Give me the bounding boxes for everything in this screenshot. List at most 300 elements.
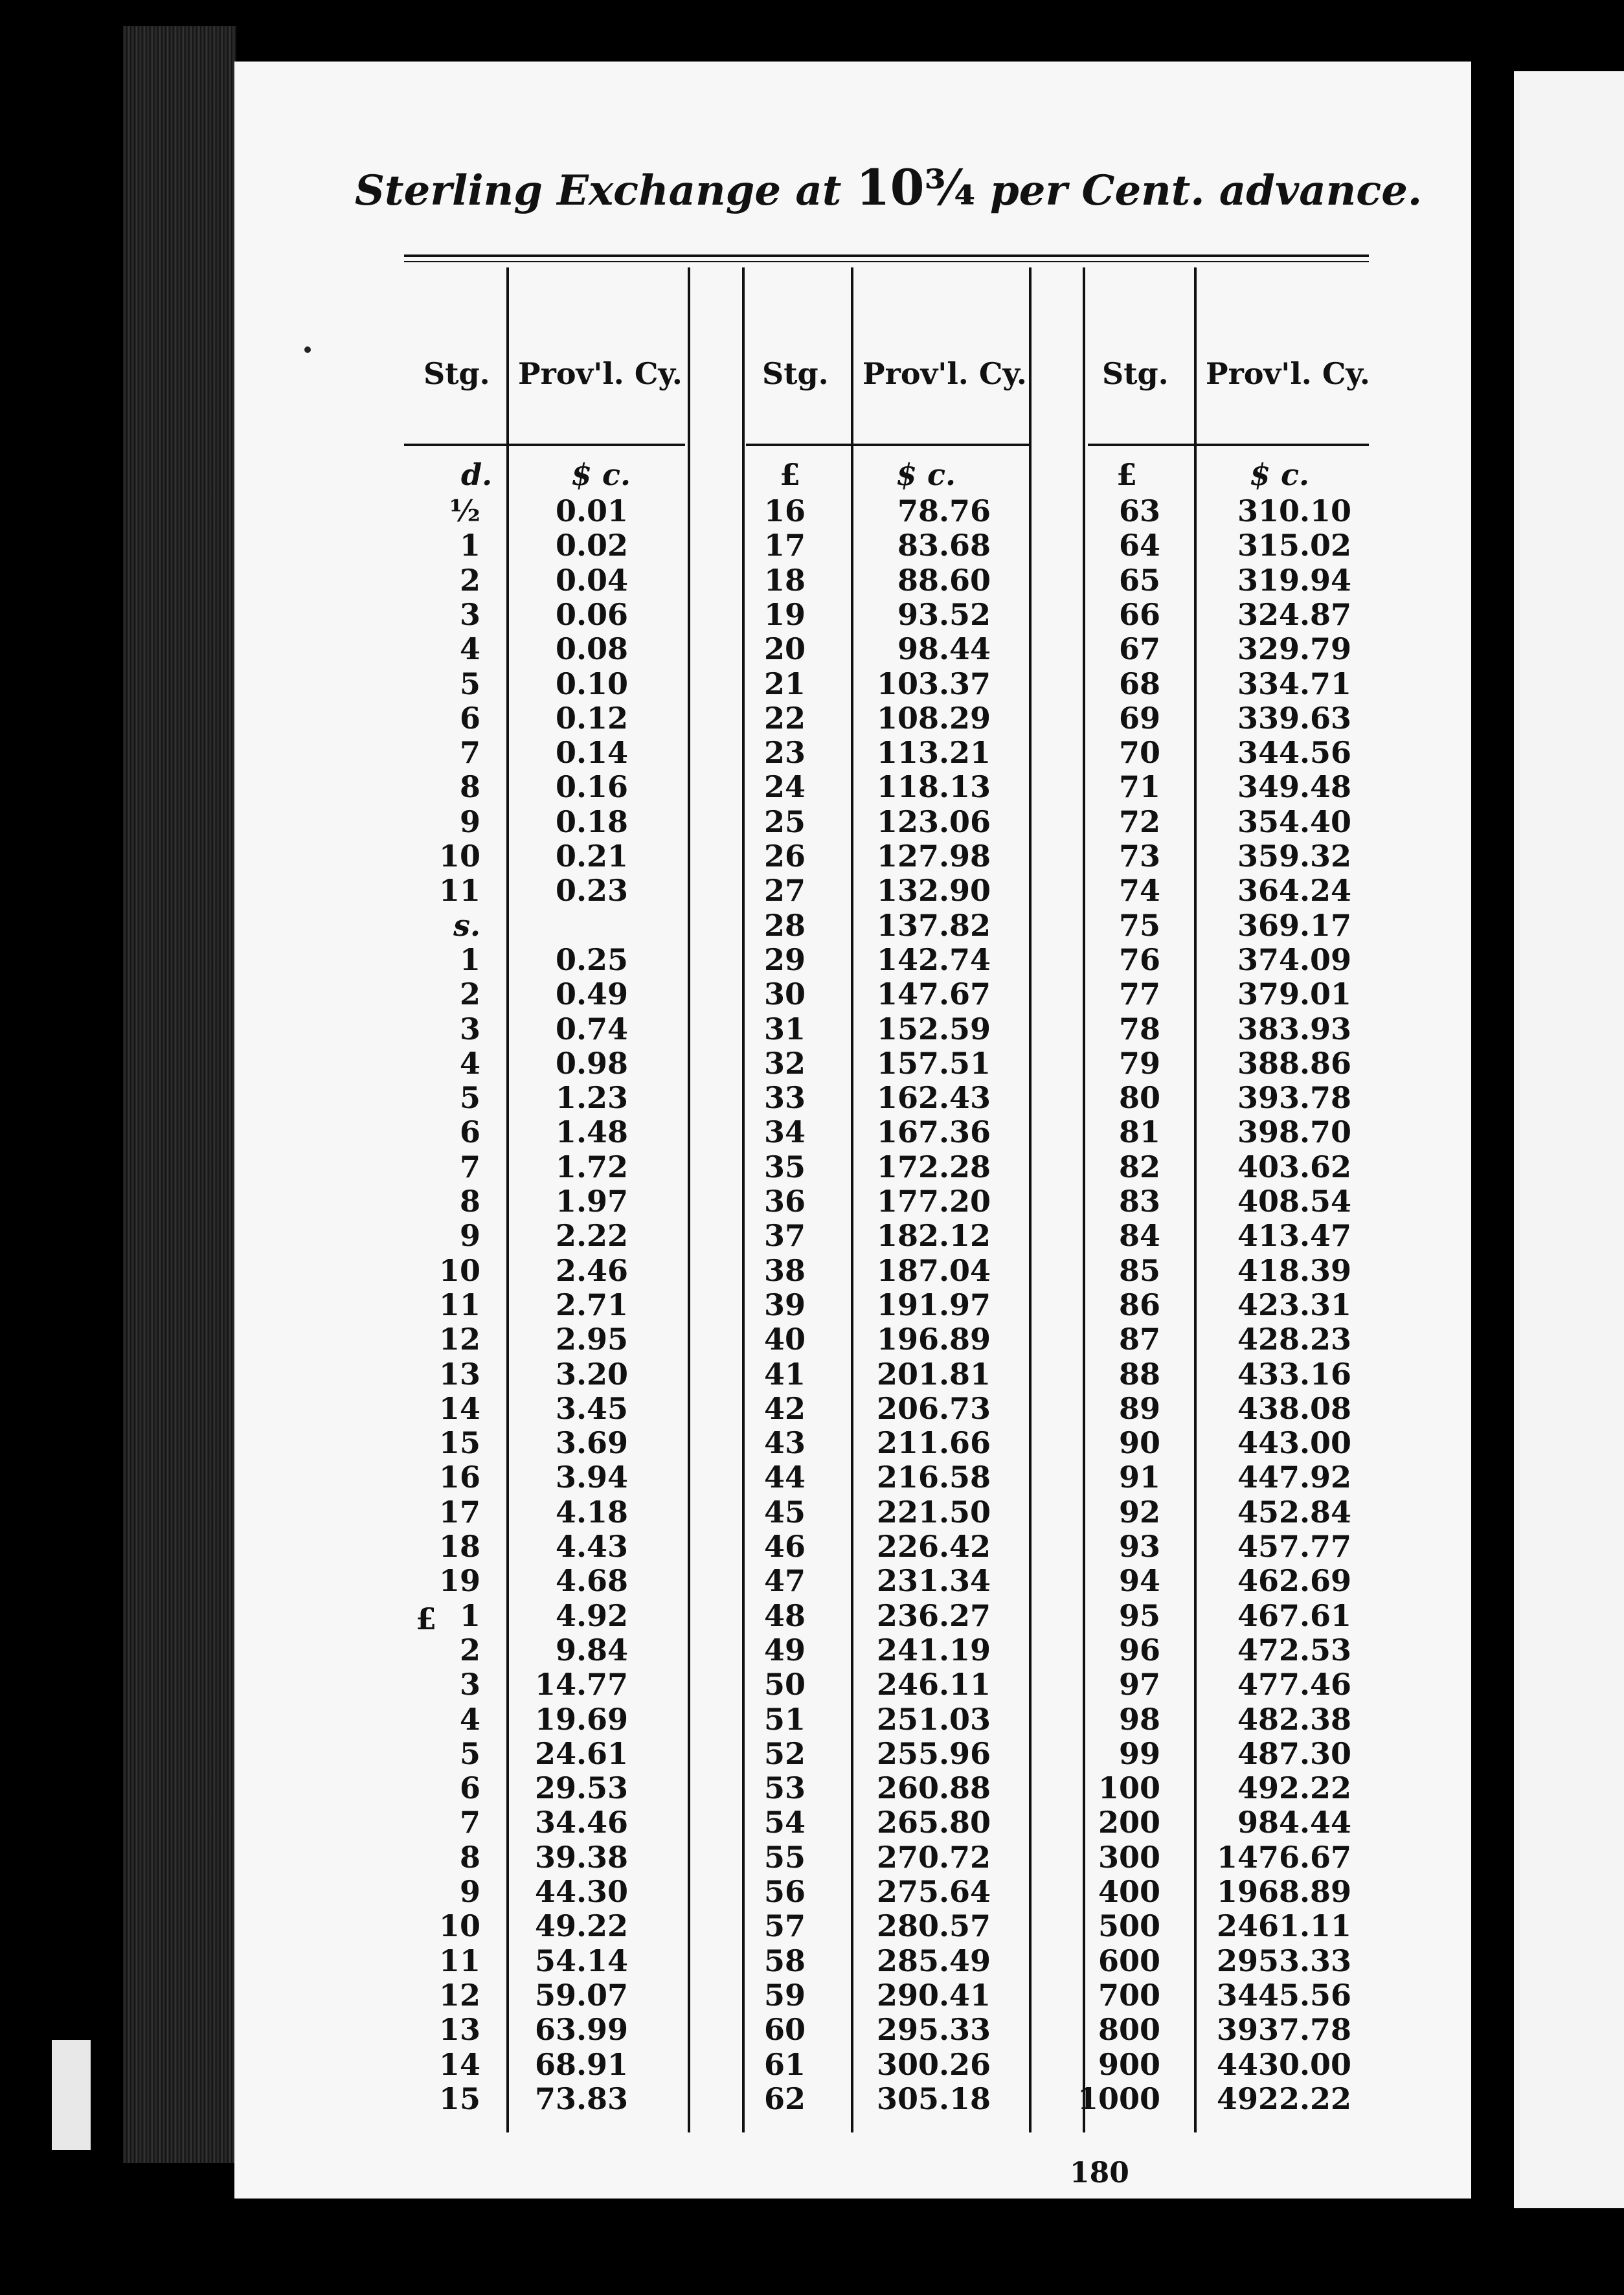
stg-cell: 8 bbox=[459, 1839, 480, 1875]
stg-cell: 27 bbox=[763, 873, 806, 909]
units-pence: d. bbox=[461, 457, 493, 492]
stg-cell: 21 bbox=[763, 666, 806, 701]
stg-cell: 3 bbox=[459, 1011, 480, 1046]
stg-cell: 24 bbox=[763, 769, 806, 805]
stg-cell: 1 bbox=[459, 942, 480, 977]
prov-value-cell: 1.48 bbox=[555, 1114, 628, 1150]
prov-value-cell: 339.63 bbox=[1237, 700, 1351, 736]
header-rule-2 bbox=[746, 444, 1031, 446]
stg-cell: 76 bbox=[1118, 942, 1160, 977]
stg-cell: 61 bbox=[763, 2046, 806, 2082]
prov-value-cell: 2.46 bbox=[555, 1252, 628, 1288]
prov-value-cell: 73.83 bbox=[534, 2081, 628, 2116]
divider-c2-start bbox=[742, 267, 745, 2132]
stg-cell: 200 bbox=[1098, 1805, 1160, 1840]
prov-value-cell: 492.22 bbox=[1237, 1770, 1351, 1806]
prov-value-cell: 324.87 bbox=[1237, 596, 1351, 632]
stg-cell: 14 bbox=[438, 2046, 480, 2082]
stg-cell: 62 bbox=[763, 2081, 806, 2116]
prov-value-cell: 393.78 bbox=[1237, 1080, 1351, 1116]
stg-cell: 7 bbox=[459, 735, 480, 771]
stg-cell: 37 bbox=[763, 1218, 806, 1254]
stg-cell: 43 bbox=[763, 1425, 806, 1461]
prov-value-cell: 443.00 bbox=[1237, 1425, 1351, 1461]
stg-cell: 92 bbox=[1118, 1494, 1160, 1530]
stg-cell: 33 bbox=[763, 1080, 806, 1116]
prov-value-cell: 201.81 bbox=[876, 1356, 991, 1392]
stg-cell: 41 bbox=[763, 1356, 806, 1392]
prov-value-cell: 191.97 bbox=[876, 1287, 991, 1322]
title-rate: 10¾ bbox=[855, 159, 976, 216]
stg-cell: 10 bbox=[438, 1252, 480, 1288]
prov-value-cell: 0.74 bbox=[555, 1011, 628, 1046]
stg-cell: 97 bbox=[1118, 1667, 1160, 1702]
prov-value-cell: 0.10 bbox=[555, 666, 628, 701]
stg-cell: 3 bbox=[459, 1667, 480, 1702]
stg-cell: 1000 bbox=[1077, 2081, 1160, 2116]
header-rule-1 bbox=[404, 444, 685, 446]
stg-cell: 19 bbox=[763, 596, 806, 632]
stg-cell: 60 bbox=[763, 2012, 806, 2048]
prov-value-cell: 2.22 bbox=[555, 1218, 628, 1254]
prov-value-cell: 359.32 bbox=[1237, 839, 1351, 874]
prov-value-cell: 364.24 bbox=[1237, 873, 1351, 909]
stg-cell: 74 bbox=[1118, 873, 1160, 909]
prov-value-cell: 1476.67 bbox=[1216, 1839, 1351, 1875]
prov-value-cell: 300.26 bbox=[876, 2046, 991, 2082]
units-dollar-2: $ c. bbox=[896, 457, 956, 492]
prov-value-cell: 295.33 bbox=[876, 2012, 991, 2048]
prov-value-cell: 1.72 bbox=[555, 1149, 628, 1184]
stg-cell: 11 bbox=[438, 1287, 480, 1322]
stg-cell: 6 bbox=[459, 700, 480, 736]
stg-cell: 94 bbox=[1118, 1563, 1160, 1599]
stg-cell: 47 bbox=[763, 1563, 806, 1599]
stg-cell: 68 bbox=[1118, 666, 1160, 701]
prov-value-cell: 467.61 bbox=[1237, 1598, 1351, 1633]
stg-cell: 55 bbox=[763, 1839, 806, 1875]
prov-value-cell: 221.50 bbox=[876, 1494, 991, 1530]
stg-cell: 90 bbox=[1118, 1425, 1160, 1461]
stg-cell: 72 bbox=[1118, 804, 1160, 839]
stg-cell: 64 bbox=[1118, 528, 1160, 563]
stg-cell: 98 bbox=[1118, 1701, 1160, 1737]
stg-cell: 67 bbox=[1118, 631, 1160, 667]
stg-cell: 400 bbox=[1098, 1874, 1160, 1909]
title-after: per Cent. advance. bbox=[975, 166, 1423, 215]
prov-value-cell: 4.18 bbox=[555, 1494, 628, 1530]
prov-value-cell: 3.20 bbox=[555, 1356, 628, 1392]
stg-cell: 35 bbox=[763, 1149, 806, 1184]
stg-cell: 87 bbox=[1118, 1322, 1160, 1357]
prov-value-cell: 103.37 bbox=[876, 666, 991, 701]
prov-value-cell: 477.46 bbox=[1237, 1667, 1351, 1702]
prov-value-cell: 108.29 bbox=[876, 700, 991, 736]
stg-cell: 54 bbox=[763, 1805, 806, 1840]
prov-value-cell: 4922.22 bbox=[1216, 2081, 1351, 2116]
prov-value-cell: 3937.78 bbox=[1216, 2012, 1351, 2048]
stg-cell: 59 bbox=[763, 1977, 806, 2013]
stg-cell: 12 bbox=[438, 1977, 480, 2013]
prov-value-cell: 127.98 bbox=[876, 839, 991, 874]
book-spine bbox=[123, 26, 236, 2163]
stg-cell: 9 bbox=[459, 804, 480, 839]
prov-value-cell: 0.08 bbox=[555, 631, 628, 667]
stg-cell: 69 bbox=[1118, 700, 1160, 736]
stg-cell: 56 bbox=[763, 1874, 806, 1909]
stg-cell: 500 bbox=[1098, 1908, 1160, 1944]
prov-value-cell: 0.04 bbox=[555, 562, 628, 598]
prov-value-cell: 206.73 bbox=[876, 1390, 991, 1426]
prov-value-cell: 9.84 bbox=[555, 1632, 628, 1668]
prov-value-cell: 182.12 bbox=[876, 1218, 991, 1254]
prov-value-cell: 388.86 bbox=[1237, 1045, 1351, 1081]
prov-value-cell: 1.97 bbox=[555, 1184, 628, 1219]
prov-value-cell: 68.91 bbox=[534, 2046, 628, 2082]
stg-cell: 46 bbox=[763, 1529, 806, 1564]
prov-value-cell: 270.72 bbox=[876, 1839, 991, 1875]
stg-cell: 20 bbox=[763, 631, 806, 667]
prov-value-cell: 142.74 bbox=[876, 942, 991, 977]
stg-cell: 79 bbox=[1118, 1045, 1160, 1081]
prov-value-cell: 123.06 bbox=[876, 804, 991, 839]
prov-value-cell: 305.18 bbox=[876, 2081, 991, 2116]
units-pound-2: £ bbox=[780, 457, 801, 492]
prov-value-cell: 280.57 bbox=[876, 1908, 991, 1944]
stg-cell: 6 bbox=[459, 1114, 480, 1150]
prov-value-cell: 49.22 bbox=[534, 1908, 628, 1944]
stg-cell: 82 bbox=[1118, 1149, 1160, 1184]
stg-cell: 25 bbox=[763, 804, 806, 839]
prov-value-cell: 14.77 bbox=[534, 1667, 628, 1702]
stg-cell: 2 bbox=[459, 1632, 480, 1668]
prov-value-cell: 334.71 bbox=[1237, 666, 1351, 701]
prov-value-cell: 2.71 bbox=[555, 1287, 628, 1322]
prov-value-cell: 428.23 bbox=[1237, 1322, 1351, 1357]
prov-value-cell: 310.10 bbox=[1237, 493, 1351, 528]
prov-value-cell: 98.44 bbox=[897, 631, 991, 667]
stg-cell: 70 bbox=[1118, 735, 1160, 771]
stg-cell: 63 bbox=[1118, 493, 1160, 528]
prov-value-cell: 251.03 bbox=[876, 1701, 991, 1737]
prov-value-cell: 29.53 bbox=[534, 1770, 628, 1806]
stg-cell: 58 bbox=[763, 1943, 806, 1978]
stg-cell: 88 bbox=[1118, 1356, 1160, 1392]
prov-value-cell: 216.58 bbox=[876, 1460, 991, 1495]
top-rule bbox=[404, 254, 1369, 257]
stg-cell: 75 bbox=[1118, 907, 1160, 943]
prov-value-cell: 3.45 bbox=[555, 1390, 628, 1426]
prov-value-cell: 290.41 bbox=[876, 1977, 991, 2013]
prov-value-cell: 0.98 bbox=[555, 1045, 628, 1081]
title-before: Sterling Exchange at bbox=[354, 166, 856, 215]
stg-cell: 53 bbox=[763, 1770, 806, 1806]
stg-cell: 77 bbox=[1118, 977, 1160, 1012]
stg-cell: 14 bbox=[438, 1390, 480, 1426]
prov-value-cell: 265.80 bbox=[876, 1805, 991, 1840]
stg-cell: 31 bbox=[763, 1011, 806, 1046]
stg-cell: 16 bbox=[438, 1460, 480, 1495]
prov-value-cell: 447.92 bbox=[1237, 1460, 1351, 1495]
prov-value-cell: 0.12 bbox=[555, 700, 628, 736]
stg-cell: 86 bbox=[1118, 1287, 1160, 1322]
stg-cell: 5 bbox=[459, 666, 480, 701]
prov-value-cell: 319.94 bbox=[1237, 562, 1351, 598]
stg-cell: 44 bbox=[763, 1460, 806, 1495]
stg-cell: 99 bbox=[1118, 1735, 1160, 1771]
prov-value-cell: 369.17 bbox=[1237, 907, 1351, 943]
divider-c3 bbox=[1194, 267, 1197, 2132]
stg-cell: 13 bbox=[438, 1356, 480, 1392]
stg-cell: 28 bbox=[763, 907, 806, 943]
prov-value-cell: 34.46 bbox=[534, 1805, 628, 1840]
stg-cell: 49 bbox=[763, 1632, 806, 1668]
stg-cell: 71 bbox=[1118, 769, 1160, 805]
prov-value-cell: 354.40 bbox=[1237, 804, 1351, 839]
header-prov-2: Prov'l. Cy. bbox=[863, 356, 1027, 391]
prov-value-cell: 4.68 bbox=[555, 1563, 628, 1599]
prov-value-cell: 0.18 bbox=[555, 804, 628, 839]
prov-value-cell: 329.79 bbox=[1237, 631, 1351, 667]
stg-cell: 300 bbox=[1098, 1839, 1160, 1875]
stg-cell: 600 bbox=[1098, 1943, 1160, 1978]
prov-value-cell: 408.54 bbox=[1237, 1184, 1351, 1219]
prov-value-cell: 275.64 bbox=[876, 1874, 991, 1909]
stg-cell: 8 bbox=[459, 1184, 480, 1219]
stg-cell: 700 bbox=[1098, 1977, 1160, 2013]
stg-cell: 13 bbox=[438, 2012, 480, 2048]
prov-value-cell: 398.70 bbox=[1237, 1114, 1351, 1150]
prov-value-cell: 4430.00 bbox=[1216, 2046, 1351, 2082]
page bbox=[234, 62, 1471, 2199]
prov-value-cell: 157.51 bbox=[876, 1045, 991, 1081]
pound-marker: £ bbox=[416, 1601, 437, 1636]
prov-value-cell: 403.62 bbox=[1237, 1149, 1351, 1184]
stg-cell: 96 bbox=[1118, 1632, 1160, 1668]
prov-value-cell: 236.27 bbox=[876, 1598, 991, 1633]
divider-c2 bbox=[851, 267, 853, 2132]
prov-value-cell: 241.19 bbox=[876, 1632, 991, 1668]
prov-value-cell: 255.96 bbox=[876, 1735, 991, 1771]
prov-value-cell: 260.88 bbox=[876, 1770, 991, 1806]
stg-cell: 17 bbox=[763, 528, 806, 563]
prov-value-cell: 0.06 bbox=[555, 596, 628, 632]
stg-cell: 9 bbox=[459, 1874, 480, 1909]
stg-cell: 800 bbox=[1098, 2012, 1160, 2048]
divider-c2-end bbox=[1029, 267, 1032, 2132]
divider-c3-start bbox=[1083, 267, 1085, 2132]
prov-value-cell: 167.36 bbox=[876, 1114, 991, 1150]
prov-value-cell: 418.39 bbox=[1237, 1252, 1351, 1288]
stg-cell: 19 bbox=[438, 1563, 480, 1599]
stg-cell: 100 bbox=[1098, 1770, 1160, 1806]
prov-value-cell: 0.21 bbox=[555, 839, 628, 874]
prov-value-cell: 93.52 bbox=[897, 596, 991, 632]
prov-value-cell: 172.28 bbox=[876, 1149, 991, 1184]
stg-cell: 26 bbox=[763, 839, 806, 874]
prov-value-cell: 452.84 bbox=[1237, 1494, 1351, 1530]
stg-cell: 18 bbox=[763, 562, 806, 598]
stg-cell: 36 bbox=[763, 1184, 806, 1219]
stg-cell: 83 bbox=[1118, 1184, 1160, 1219]
header-prov-1: Prov'l. Cy. bbox=[518, 356, 682, 391]
divider-c1 bbox=[506, 267, 509, 2132]
divider-c1-end bbox=[688, 267, 690, 2132]
stg-cell: 38 bbox=[763, 1252, 806, 1288]
stg-cell: 10 bbox=[438, 1908, 480, 1944]
units-pound-3: £ bbox=[1116, 457, 1138, 492]
stg-cell: 900 bbox=[1098, 2046, 1160, 2082]
stg-cell: 1 bbox=[459, 528, 480, 563]
units-dollar-3: $ c. bbox=[1250, 457, 1310, 492]
units-dollar-1: $ c. bbox=[571, 457, 631, 492]
stg-cell: 66 bbox=[1118, 596, 1160, 632]
prov-value-cell: 379.01 bbox=[1237, 977, 1351, 1012]
prov-value-cell: 54.14 bbox=[534, 1943, 628, 1978]
stg-cell: 93 bbox=[1118, 1529, 1160, 1564]
stg-cell: 4 bbox=[459, 1701, 480, 1737]
prov-value-cell: 315.02 bbox=[1237, 528, 1351, 563]
prov-value-cell: 152.59 bbox=[876, 1011, 991, 1046]
stg-cell: 30 bbox=[763, 977, 806, 1012]
prov-value-cell: 0.23 bbox=[555, 873, 628, 909]
prov-value-cell: 231.34 bbox=[876, 1563, 991, 1599]
prov-value-cell: 19.69 bbox=[534, 1701, 628, 1737]
prov-value-cell: 984.44 bbox=[1237, 1805, 1351, 1840]
prov-value-cell: 211.66 bbox=[876, 1425, 991, 1461]
prov-value-cell: 196.89 bbox=[876, 1322, 991, 1357]
stg-cell: 2 bbox=[459, 977, 480, 1012]
prov-value-cell: 162.43 bbox=[876, 1080, 991, 1116]
prov-value-cell: 118.13 bbox=[876, 769, 991, 805]
stg-cell: 23 bbox=[763, 735, 806, 771]
stg-cell: 78 bbox=[1118, 1011, 1160, 1046]
header-stg-1: Stg. bbox=[423, 356, 490, 391]
prov-value-cell: 0.49 bbox=[555, 977, 628, 1012]
stg-cell: 42 bbox=[763, 1390, 806, 1426]
stg-cell: 4 bbox=[459, 1045, 480, 1081]
prov-value-cell: 147.67 bbox=[876, 977, 991, 1012]
stg-cell: 85 bbox=[1118, 1252, 1160, 1288]
prov-value-cell: 44.30 bbox=[534, 1874, 628, 1909]
prov-value-cell: 413.47 bbox=[1237, 1218, 1351, 1254]
prov-value-cell: 1.23 bbox=[555, 1080, 628, 1116]
header-prov-3: Prov'l. Cy. bbox=[1206, 356, 1370, 391]
stg-cell: 17 bbox=[438, 1494, 480, 1530]
prov-value-cell: 0.02 bbox=[555, 528, 628, 563]
stg-cell: 65 bbox=[1118, 562, 1160, 598]
stg-cell: 5 bbox=[459, 1080, 480, 1116]
prov-value-cell: 88.60 bbox=[897, 562, 991, 598]
prov-value-cell: 39.38 bbox=[534, 1839, 628, 1875]
page-edge bbox=[52, 2040, 91, 2150]
page-number: 180 bbox=[1070, 2156, 1129, 2189]
prov-value-cell: 78.76 bbox=[897, 493, 991, 528]
prov-value-cell: 438.08 bbox=[1237, 1390, 1351, 1426]
stg-cell: 7 bbox=[459, 1149, 480, 1184]
prov-value-cell: 187.04 bbox=[876, 1252, 991, 1288]
prov-value-cell: 433.16 bbox=[1237, 1356, 1351, 1392]
prov-value-cell: 2.95 bbox=[555, 1322, 628, 1357]
stg-cell: s. bbox=[453, 907, 480, 943]
stg-cell: 32 bbox=[763, 1045, 806, 1081]
stg-cell: 89 bbox=[1118, 1390, 1160, 1426]
prov-value-cell: 246.11 bbox=[876, 1667, 991, 1702]
stg-cell: 4 bbox=[459, 631, 480, 667]
prov-value-cell: 113.21 bbox=[876, 735, 991, 771]
stg-cell: 11 bbox=[438, 873, 480, 909]
prov-value-cell: 472.53 bbox=[1237, 1632, 1351, 1668]
prov-value-cell: 285.49 bbox=[876, 1943, 991, 1978]
stg-cell: 11 bbox=[438, 1943, 480, 1978]
stg-cell: 40 bbox=[763, 1322, 806, 1357]
stg-cell: 12 bbox=[438, 1322, 480, 1357]
stg-cell: 6 bbox=[459, 1770, 480, 1806]
prov-value-cell: 0.01 bbox=[555, 493, 628, 528]
prov-value-cell: 63.99 bbox=[534, 2012, 628, 2048]
prov-value-cell: 3.94 bbox=[555, 1460, 628, 1495]
stg-cell: 8 bbox=[459, 769, 480, 805]
header-stg-3: Stg. bbox=[1102, 356, 1169, 391]
stg-cell: 1 bbox=[459, 1598, 480, 1633]
ink-speck bbox=[304, 346, 311, 353]
stg-cell: 7 bbox=[459, 1805, 480, 1840]
stg-cell: 29 bbox=[763, 942, 806, 977]
stg-cell: 10 bbox=[438, 839, 480, 874]
prov-value-cell: 457.77 bbox=[1237, 1529, 1351, 1564]
stg-cell: 50 bbox=[763, 1667, 806, 1702]
top-rule-thin bbox=[404, 261, 1369, 262]
stg-cell: 91 bbox=[1118, 1460, 1160, 1495]
prov-value-cell: 2953.33 bbox=[1216, 1943, 1351, 1978]
prov-value-cell: 177.20 bbox=[876, 1184, 991, 1219]
prov-value-cell: 3.69 bbox=[555, 1425, 628, 1461]
prov-value-cell: 462.69 bbox=[1237, 1563, 1351, 1599]
stg-cell: 48 bbox=[763, 1598, 806, 1633]
prov-value-cell: 1968.89 bbox=[1216, 1874, 1351, 1909]
prov-value-cell: 83.68 bbox=[897, 528, 991, 563]
prov-value-cell: 349.48 bbox=[1237, 769, 1351, 805]
prov-value-cell: 132.90 bbox=[876, 873, 991, 909]
prov-value-cell: 374.09 bbox=[1237, 942, 1351, 977]
prov-value-cell: 4.92 bbox=[555, 1598, 628, 1633]
stg-cell: 15 bbox=[438, 2081, 480, 2116]
stg-cell: 18 bbox=[438, 1529, 480, 1564]
prov-value-cell: 2461.11 bbox=[1216, 1908, 1351, 1944]
stg-cell: 45 bbox=[763, 1494, 806, 1530]
stg-cell: 15 bbox=[438, 1425, 480, 1461]
prov-value-cell: 3445.56 bbox=[1216, 1977, 1351, 2013]
prov-value-cell: 0.14 bbox=[555, 735, 628, 771]
prov-value-cell: 59.07 bbox=[534, 1977, 628, 2013]
prov-value-cell: 137.82 bbox=[876, 907, 991, 943]
prov-value-cell: 482.38 bbox=[1237, 1701, 1351, 1737]
prov-value-cell: 0.25 bbox=[555, 942, 628, 977]
header-rule-3 bbox=[1088, 444, 1369, 446]
stg-cell: 39 bbox=[763, 1287, 806, 1322]
prov-value-cell: 344.56 bbox=[1237, 735, 1351, 771]
facing-page bbox=[1514, 71, 1624, 2208]
stg-cell: 95 bbox=[1118, 1598, 1160, 1633]
prov-value-cell: 383.93 bbox=[1237, 1011, 1351, 1046]
stg-cell: 5 bbox=[459, 1735, 480, 1771]
stg-cell: 3 bbox=[459, 596, 480, 632]
stg-cell: 80 bbox=[1118, 1080, 1160, 1116]
prov-value-cell: 4.43 bbox=[555, 1529, 628, 1564]
page-title bbox=[234, 159, 1471, 216]
stg-cell: ½ bbox=[449, 493, 480, 528]
stg-cell: 9 bbox=[459, 1218, 480, 1254]
